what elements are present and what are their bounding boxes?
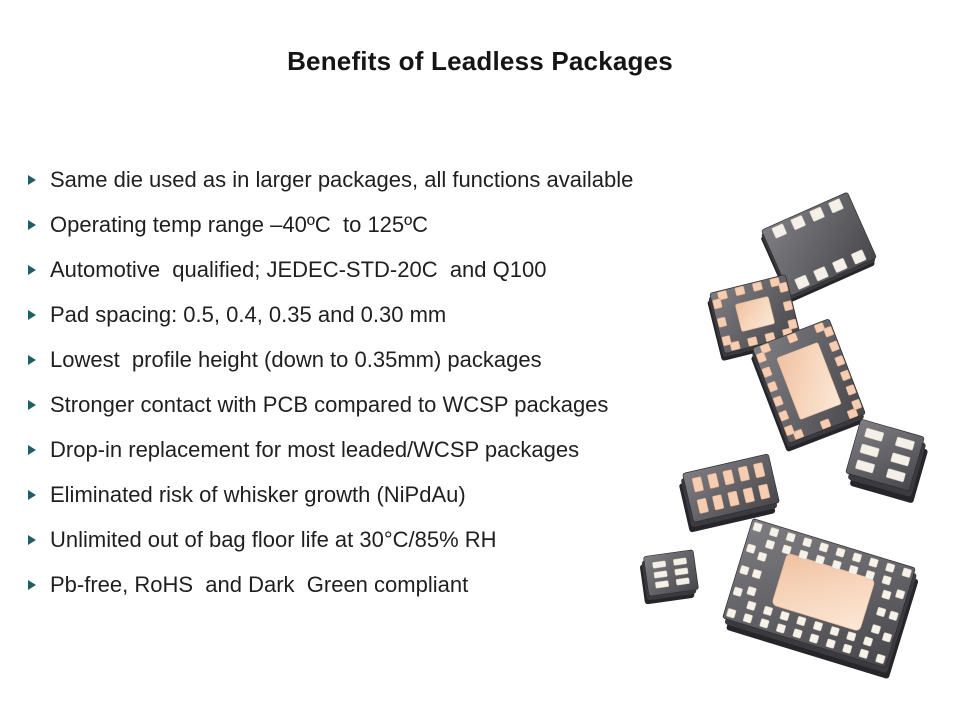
bullet-text: Lowest profile height (down to 0.35mm) packages	[50, 347, 542, 372]
chip-dfn6-bottom-view	[843, 419, 932, 504]
chip-qfn48-bottom-view	[720, 518, 922, 679]
bullet-text: Operating temp range –40ºC to 125ºC	[50, 212, 429, 237]
bullet-text: Stronger contact with PCB compared to WCSP packages	[50, 392, 609, 417]
bullet-text: Same die used as in larger packages, all functions available	[50, 167, 634, 192]
chip-dfn10-bottom-view	[677, 454, 782, 533]
bullet-text: Pad spacing: 0.5, 0.4, 0.35 and 0.30 mm	[50, 302, 447, 327]
bullet-text: Automotive qualified; JEDEC-STD-20C and Q100	[50, 257, 547, 282]
chip-dfn6-small-bottom-view	[639, 550, 700, 605]
bullet-text: Drop-in replacement for most leaded/WCSP packages	[50, 437, 580, 462]
bullet-text: Unlimited out of bag floor life at 30°C/85% RH	[50, 527, 497, 552]
bullet-text: Pb-free, RoHS and Dark Green compliant	[50, 572, 469, 597]
bullet-text: Eliminated risk of whisker growth (NiPdAu)	[50, 482, 466, 507]
page-title: Benefits of Leadless Packages	[287, 46, 673, 76]
